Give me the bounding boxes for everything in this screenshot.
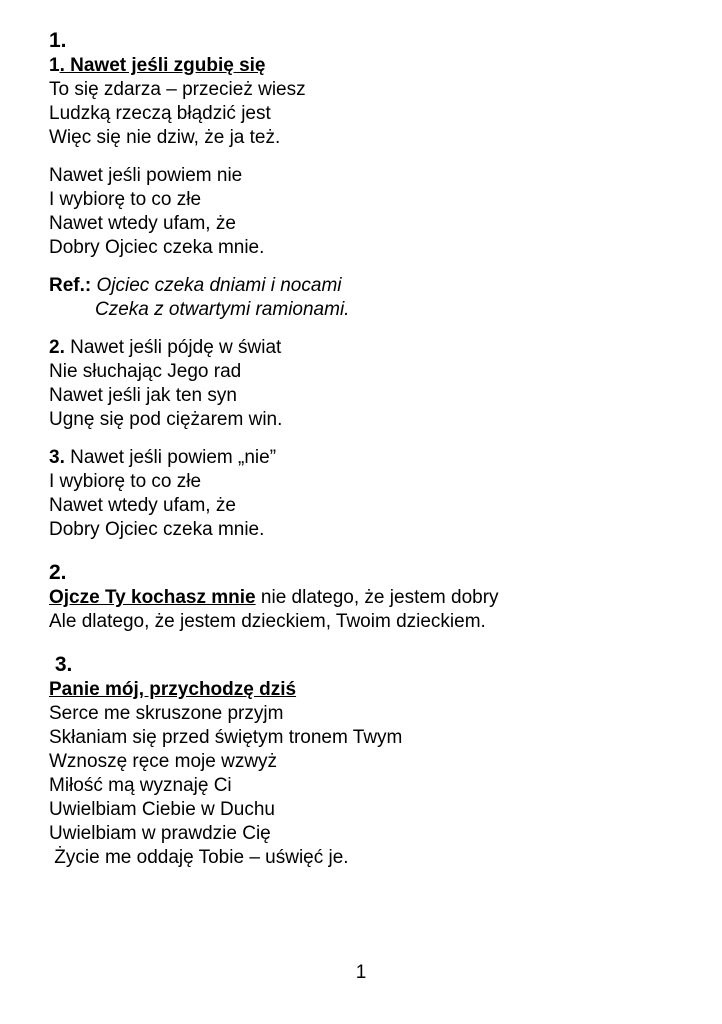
verse-2-first-text: Nawet jeśli pójdę w świat [64,337,282,358]
song-2-number: 2. [49,561,67,584]
song-2-title-rest: nie dlatego, że jestem dobry [255,587,499,608]
verse-2-line: Nawet jeśli jak ten syn [49,385,237,406]
page-number: 1 [355,962,367,983]
song-1-title-text: . Nawet jeśli zgubię się [59,55,266,76]
song-3-line: Miłość mą wyznaję Ci [49,775,232,796]
song-1-title [49,54,699,78]
verse-3-first-text: Nawet jeśli powiem „nie” [64,447,277,468]
song-1-number: 1. [49,29,67,52]
song-3-line: Życie me oddaję Tobie – uświęć je. [49,847,349,868]
song-3-line: Wznoszę ręce moje wzwyż [49,751,278,772]
verse-3-first-line [49,446,699,470]
verse-2-line: Nie słuchając Jego rad [49,361,242,382]
song-2-title-line [49,586,699,610]
song-1-intro-line: Więc się nie dziw, że ja też. [49,127,281,148]
song-1-intro-line: Ludzką rzeczą błądzić jest [49,103,271,124]
refrain-label: Ref.: [49,275,92,296]
song-1-intro-line: To się zdarza – przecież wiesz [49,79,306,100]
verse-2-number: 2. [49,337,65,358]
song-3-line: Skłaniam się przed świętym tronem Twym [49,727,403,748]
song-3-number: 3. [49,653,73,676]
song-1-stanza-line: Dobry Ojciec czeka mnie. [49,237,265,258]
verse-3-line: I wybiorę to co złe [49,471,202,492]
song-2-title: Ojcze Ty kochasz mnie [49,587,256,608]
song-1-title-num: 1 [49,55,60,76]
song-2-line: Ale dlatego, że jestem dzieckiem, Twoim dzieckiem. [49,611,486,632]
song-1-stanza-line: Nawet jeśli powiem nie [49,165,243,186]
verse-3-number: 3. [49,447,65,468]
verse-2-line: Ugnę się pod ciężarem win. [49,409,283,430]
song-3-title: Panie mój, przychodzę dziś [49,679,297,700]
song-3-line: Uwielbiam w prawdzie Cię [49,823,271,844]
song-1-refrain [49,274,699,298]
refrain-line-1: Ojciec czeka dniami i nocami [91,275,342,296]
verse-3-line: Nawet wtedy ufam, że [49,495,236,516]
verse-2-first-line [49,336,699,360]
song-3-line: Uwielbiam Ciebie w Duchu [49,799,275,820]
refrain-line-2: Czeka z otwartymi ramionami. [95,299,350,320]
lyrics-page [49,28,699,870]
verse-3-line: Dobry Ojciec czeka mnie. [49,519,265,540]
song-3-line: Serce me skruszone przyjm [49,703,284,724]
song-1-stanza-line: I wybiorę to co złe [49,189,202,210]
song-1-stanza-line: Nawet wtedy ufam, że [49,213,236,234]
